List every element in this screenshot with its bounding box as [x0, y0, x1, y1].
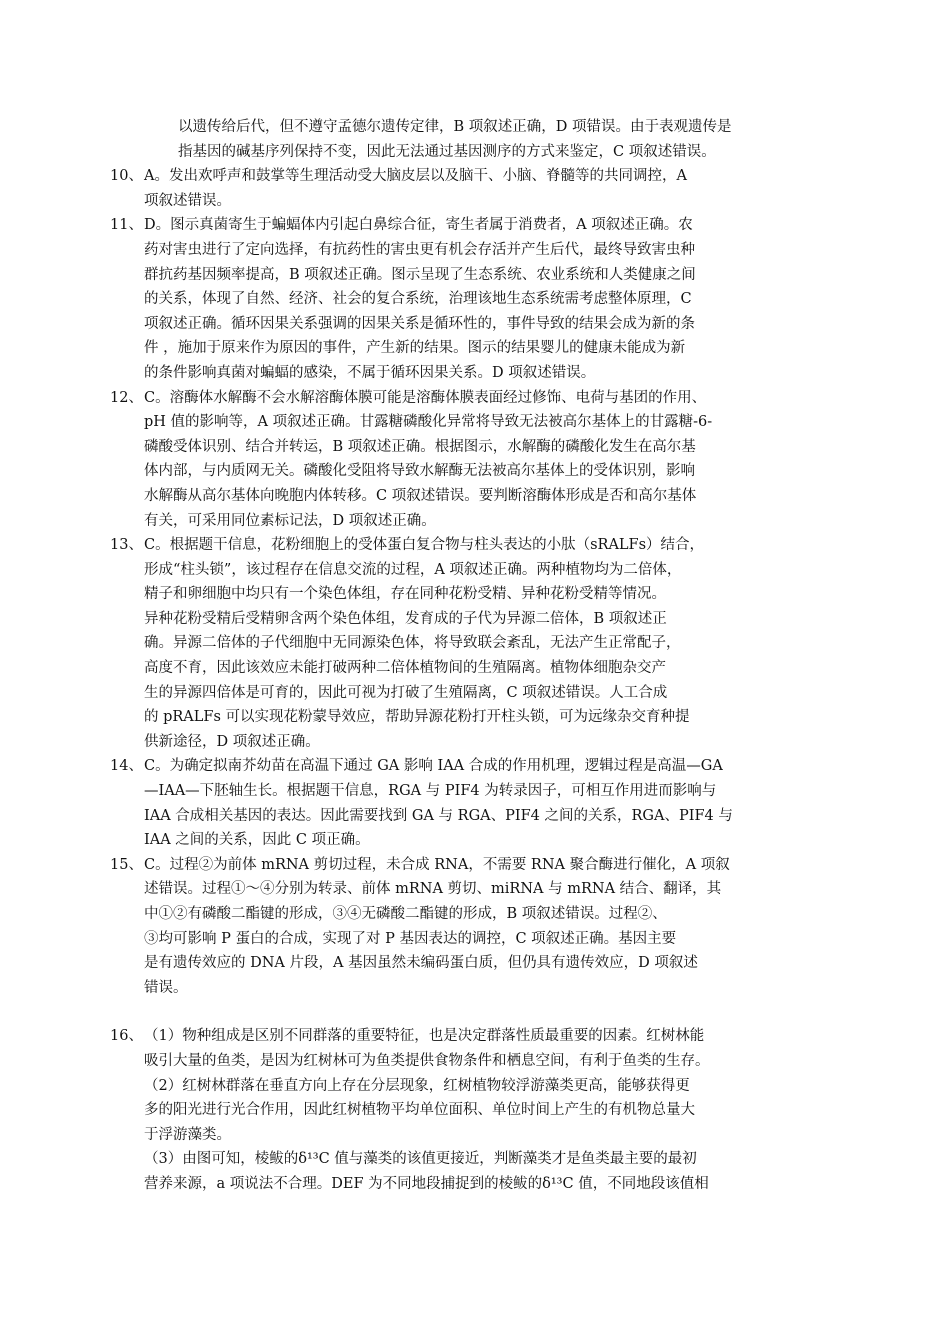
answer-15 — [110, 853, 809, 1001]
answer-10 — [110, 164, 809, 213]
answer-number: 12、 — [110, 389, 143, 406]
answer-14 — [110, 754, 809, 852]
answer-11 — [110, 213, 809, 385]
answer-number: 10、 — [110, 168, 143, 185]
answer-13-text: C。根据题干信息，花粉细胞上的受体蛋白复合物与柱头表达的小肽（sRALFs）结合， 形成“柱头锁”，该过程存在信息交流的过程，A 项叙述正确。两种植物均为二倍体， 精子和卵细胞中均只有一个染色体组，存在同种花粉受精、异种花粉受精等情况。 异种花粉受精后受精卵含两个染色体组，发育成的子代为异源二倍体，B 项叙述正 确。异源二倍体的子代细胞中无同源染色体，将导致联会紊乱，无法产生正常配子， 高度不育，因此该效应未能打破两种二倍体植物间的生殖隔离。植物体细胞杂交产 生的异源四倍体是可育的，因此可视为打破了生殖隔离，C 项叙述错误。人工合成 的 pRALFs 可以实现花粉蒙导效应，帮助异源花粉打开柱头锁，可为远缘杂交育种提 供新途径，D 项叙述正确。 — [144, 537, 705, 750]
answer-14-text: C。为确定拟南芥幼苗在高温下通过 GA 影响 IAA 合成的作用机理，逻辑过程是高温—GA —IAA—下胚轴生长。根据题干信息，RGA 与 PIF4 为转录因子，可相互作用进而影响与 IAA 合成相关基因的表达。因此需要找到 GA 与 RGA、PIF4 之间的关系，RGA、PIF4 与 IAA 之间的关系，因此 C 项正确。 — [144, 758, 733, 849]
answer-10-text: A。发出欢呼声和鼓掌等生理活动受大脑皮层以及脑干、小脑、脊髓等的共同调控，A 项叙述错误。 — [144, 168, 687, 209]
answer-9-text: 以遗传给后代，但不遵守孟德尔遗传定律，B 项叙述正确，D 项错误。由于表观遗传是 指基因的碱基序列保持不变，因此无法通过基因测序的方式来鉴定，C 项叙述错误。 — [178, 119, 732, 160]
answer-9-continuation — [144, 115, 809, 164]
answer-number: 14、 — [110, 758, 143, 775]
answer-13 — [110, 533, 809, 754]
answer-number: 16、 — [110, 1028, 143, 1045]
answer-12-text: C。溶酶体水解酶不会水解溶酶体膜可能是溶酶体膜表面经过修饰、电荷与基团的作用、 pH 值的影响等，A 项叙述正确。甘露糖磷酸化异常将导致无法被高尔基体上的甘露糖-6- 磷酸受体识别、结合并转运，B 项叙述正确。根据图示，水解酶的磷酸化发生在高尔基 体内部，与内质网无关。磷酸化受阻将导致水解酶无法被高尔基体上的受体识别，影响 水解酶从高尔基体向晚胞内体转移。C 项叙述错误。要判断溶酶体形成是否和高尔基体 有关，可采用同位素标记法，D 项叙述正确。 — [144, 389, 713, 529]
answer-15-text: C。过程②为前体 mRNA 剪切过程，未合成 RNA，不需要 RNA 聚合酶进行催化，A 项叙 述错误。过程①～④分别为转录、前体 mRNA 剪切、miRNA 与 mRNA 结合、翻译，其 中①②有磷酸二酯键的形成，③④无磷酸二酯键的形成，B 项叙述错误。过程②、 ③均可影响 P 蛋白的合成，实现了对 P 基因表达的调控，C 项叙述正确。基因主要 是有遗传效应的 DNA 片段，A 基因虽然未编码蛋白质，但仍具有遗传效应，D 项叙述 错误。 — [144, 856, 730, 996]
answer-16-text: （1）物种组成是区别不同群落的重要特征，也是决定群落性质最重要的因素。红树林能 吸引大量的鱼类，是因为红树林可为鱼类提供食物条件和栖息空间，有利于鱼类的生存。 （2）红树林群落在垂直方向上存在分层现象，红树植物较浮游藻类更高，能够获得更 多的阳光进行光合作用，因此红树植物平均单位面积、单位时间上产生的有机物总量大 于浮游藻类。 （3）由图可知，棱鲅的δ¹³C 值与藻类的该值更接近，判断藻类才是鱼类最主要的最初 营养来源，a 项说法不合理。DEF 为不同地段捕捉到的棱鲅的δ¹³C 值，不同地段该值相 — [144, 1028, 710, 1192]
answer-explanations — [110, 115, 809, 1197]
answer-number: 13、 — [110, 537, 143, 554]
answer-number: 11、 — [110, 217, 143, 234]
answer-12 — [110, 386, 809, 534]
answer-number: 15、 — [110, 856, 143, 873]
answer-16 — [110, 1024, 809, 1196]
answer-11-text: D。图示真菌寄生于蝙蝠体内引起白鼻综合征，寄生者属于消费者，A 项叙述正确。农 药对害虫进行了定向选择，有抗药性的害虫更有机会存活并产生后代，最终导致害虫种 群抗药基因频率提高，B 项叙述正确。图示呈现了生态系统、农业系统和人类健康之间 的关系，体现了自然、经济、社会的复合系统，治理该地生态系统需考虑整体原理，C 项叙述正确。循环因果关系强调的因果关系是循环性的，事件导致的结果会成为新的条 件 ，施加于原来作为原因的事件，产生新的结果。图示的结果婴儿的健康未能成为新 的条件影响真菌对蝙蝠的感染，不属于循环因果关系。D 项叙述错误。 — [144, 217, 696, 381]
